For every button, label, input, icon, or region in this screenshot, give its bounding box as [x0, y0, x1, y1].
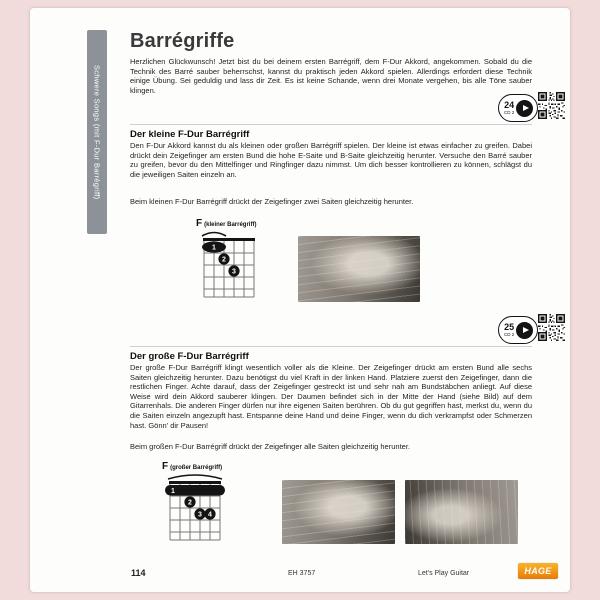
qr-code	[538, 314, 565, 341]
cd-track-info	[504, 323, 514, 338]
chord-root: F	[162, 461, 169, 472]
plate-number: EH 3757	[288, 570, 316, 577]
nut	[203, 238, 255, 241]
chord-name	[162, 461, 244, 472]
cd-track-badge-25	[498, 316, 538, 344]
page-number: 114	[131, 568, 146, 578]
guitar-hand-photo-large-barre-thumb	[405, 480, 518, 544]
finger-number: 1	[212, 244, 216, 252]
chord-name	[196, 218, 278, 229]
fretboard-grid	[182, 229, 278, 299]
chord-variant: (großer Barrégriff)	[170, 465, 223, 471]
cd-track-badge-24	[498, 94, 538, 122]
hage-logo: HAGE	[518, 563, 558, 579]
play-icon	[516, 322, 533, 339]
cd-disc-label: CD 2	[504, 110, 515, 115]
chord-diagram-f-large-barre	[148, 461, 244, 542]
chord-variant: (kleiner Barrégriff)	[204, 222, 257, 228]
cd-track-number: 25	[504, 321, 515, 332]
barre-arc	[168, 475, 222, 479]
section-body-small-barre: Den F-Dur Akkord kannst du als kleinen oder großen Barrégriff spielen. Der kleine ist etwas einfacher zu greifen. Dabei drückt dein Zeigefinger am ersten Bund die hohe E-Saite und B-Saite gleichzeitig herunter. Versuche den Barré sauber zu greifen, bevor du den Mittelfinger und Ringfinger dazu nimmst. Um dich besser kontrollieren zu können, schlägst du die jeweiligen Saiten einzeln an.	[130, 141, 532, 179]
sidebar-category-label: Schwere Songs (mit F-Dur Barrégriff)	[92, 64, 102, 200]
intro-paragraph: Herzlichen Glückwunsch! Jetzt bist du bei deinem ersten Barrégriff, dem F-Dur Akkord, angekommen. Sobald du die Technik des Barré sauber beherrschst, kannst du praktisch jeden Akkord spielen. Allerdings erfordert diese Technik einige Übung. Sei geduldig und lass dir Zeit. Es ist keine Schande, wenn drei Monate vergehen, bis alle Töne sauber klingen.	[130, 57, 532, 95]
section-body-large-barre: Der große F-Dur Barrégriff klingt wesentlich voller als die Kleine. Der Zeigefinger drückt am ersten Bund alle sechs Saiten gleichzeitig herunter. Dazu benötigst du viel Kraft in der linken Hand. Platziere zuerst den Zeigefinger, dann die restlichen Finger. Achte darauf, dass der Zeigefinger gestreckt ist und sehr nah am Bundstäbchen anliegt. Auf diese Weise wird dein Akkord sauberer klingen. Der Daumen befindet sich in der Mitte der Hand (siehe Bild) auf dem Gitarrenhals. Die anderen Finger dürfen nur ihre eigenen Saiten berühren. Ob du gut gegriffen hast, merkst du, wenn du die Saiten einzeln angezupft hast. Entspanne deine Hand und deine Finger, wenn du dich verkrampfst oder Schmerzen hast. Gönn' dir Pausen!	[130, 363, 532, 430]
sidebar-category-tab	[87, 30, 107, 234]
play-icon	[516, 100, 533, 117]
caption-large-barre: Beim großen F-Dur Barrégriff drückt der Zeigefinger alle Saiten gleichzeitig herunter.	[130, 442, 410, 451]
finger-number: 4	[208, 511, 212, 519]
caption-small-barre: Beim kleinen F-Dur Barrégriff drückt der Zeigefinger zwei Saiten gleichzeitig herunter.	[130, 197, 414, 206]
guitar-hand-photo-small-barre	[298, 236, 420, 302]
cd-track-number: 24	[504, 99, 515, 110]
qr-code	[538, 92, 565, 119]
finger-number: 3	[198, 511, 202, 519]
finger-number: 2	[188, 499, 192, 507]
book-title: Let's Play Guitar	[418, 570, 470, 577]
chord-diagram-f-small-barre	[182, 218, 278, 299]
chord-root: F	[196, 218, 203, 229]
finger-number: 3	[232, 268, 236, 276]
finger-number: 2	[222, 256, 226, 264]
nut	[169, 481, 221, 484]
guitar-hand-photo-large-barre-front	[282, 480, 395, 544]
section-heading-large-barre: Der große F-Dur Barrégriff	[130, 346, 532, 362]
finger-number: 1	[171, 488, 175, 495]
cd-disc-label: CD 2	[504, 332, 515, 337]
page	[30, 8, 570, 592]
section-heading-small-barre: Der kleine F-Dur Barrégriff	[130, 124, 532, 140]
barre-arc	[202, 233, 226, 237]
cd-track-info	[504, 101, 514, 116]
fretboard-grid	[148, 472, 244, 542]
page-title: Barrégriffe	[130, 30, 235, 52]
